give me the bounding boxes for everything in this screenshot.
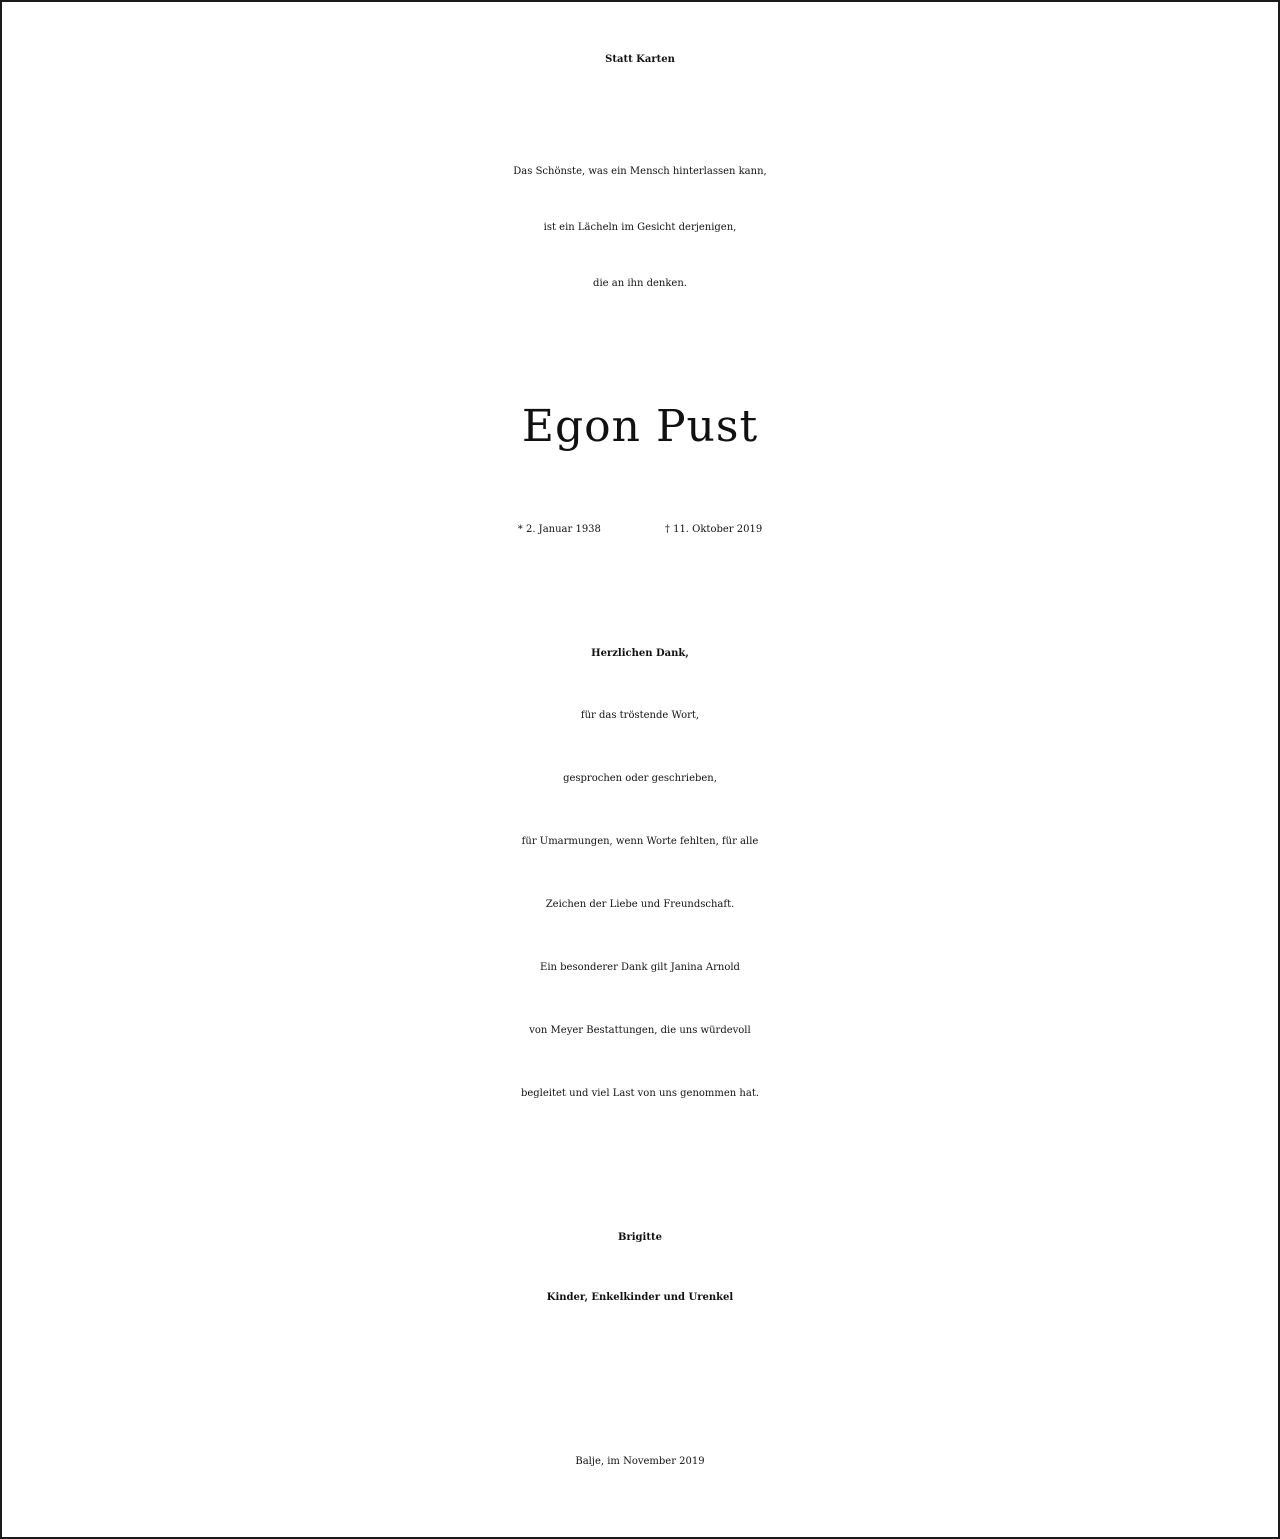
deceased-name: Egon Pust [521, 401, 759, 452]
thanks-line-5: Ein besonderer Dank gilt Janina Arnold [540, 962, 740, 973]
signatory-2: Kinder, Enkelkinder und Urenkel [546, 1292, 734, 1303]
closing-place-date: Balje, im November 2019 [575, 1456, 705, 1467]
thanks-line-2: gesprochen oder geschrieben, [563, 773, 717, 784]
thanks-line-6: von Meyer Bestattungen, die uns würdevoll [529, 1025, 751, 1036]
header-text: Statt Karten [605, 54, 675, 65]
quote-line-3: die an ihn denken. [593, 278, 687, 289]
thanks-line-1: für das tröstende Wort, [580, 710, 700, 721]
thanks-line-3: für Umarmungen, wenn Worte fehlten, für alle [521, 836, 759, 847]
thanks-line-7: begleitet und viel Last von uns genommen hat. [520, 1088, 760, 1099]
quote-line-1: Das Schönste, was ein Mensch hinterlassen kann, [513, 166, 767, 177]
life-dates [2, 502, 1278, 558]
thanks-title: Herzlichen Dank, [591, 648, 689, 659]
quote-line-2: ist ein Lächeln im Gesicht derjenigen, [543, 222, 737, 233]
death-date: † 11. Oktober 2019 [664, 524, 763, 535]
thanks-line-4: Zeichen der Liebe und Freundschaft. [545, 899, 735, 910]
signatory-1: Brigitte [618, 1232, 662, 1243]
birth-date: * 2. Januar 1938 [517, 524, 601, 535]
